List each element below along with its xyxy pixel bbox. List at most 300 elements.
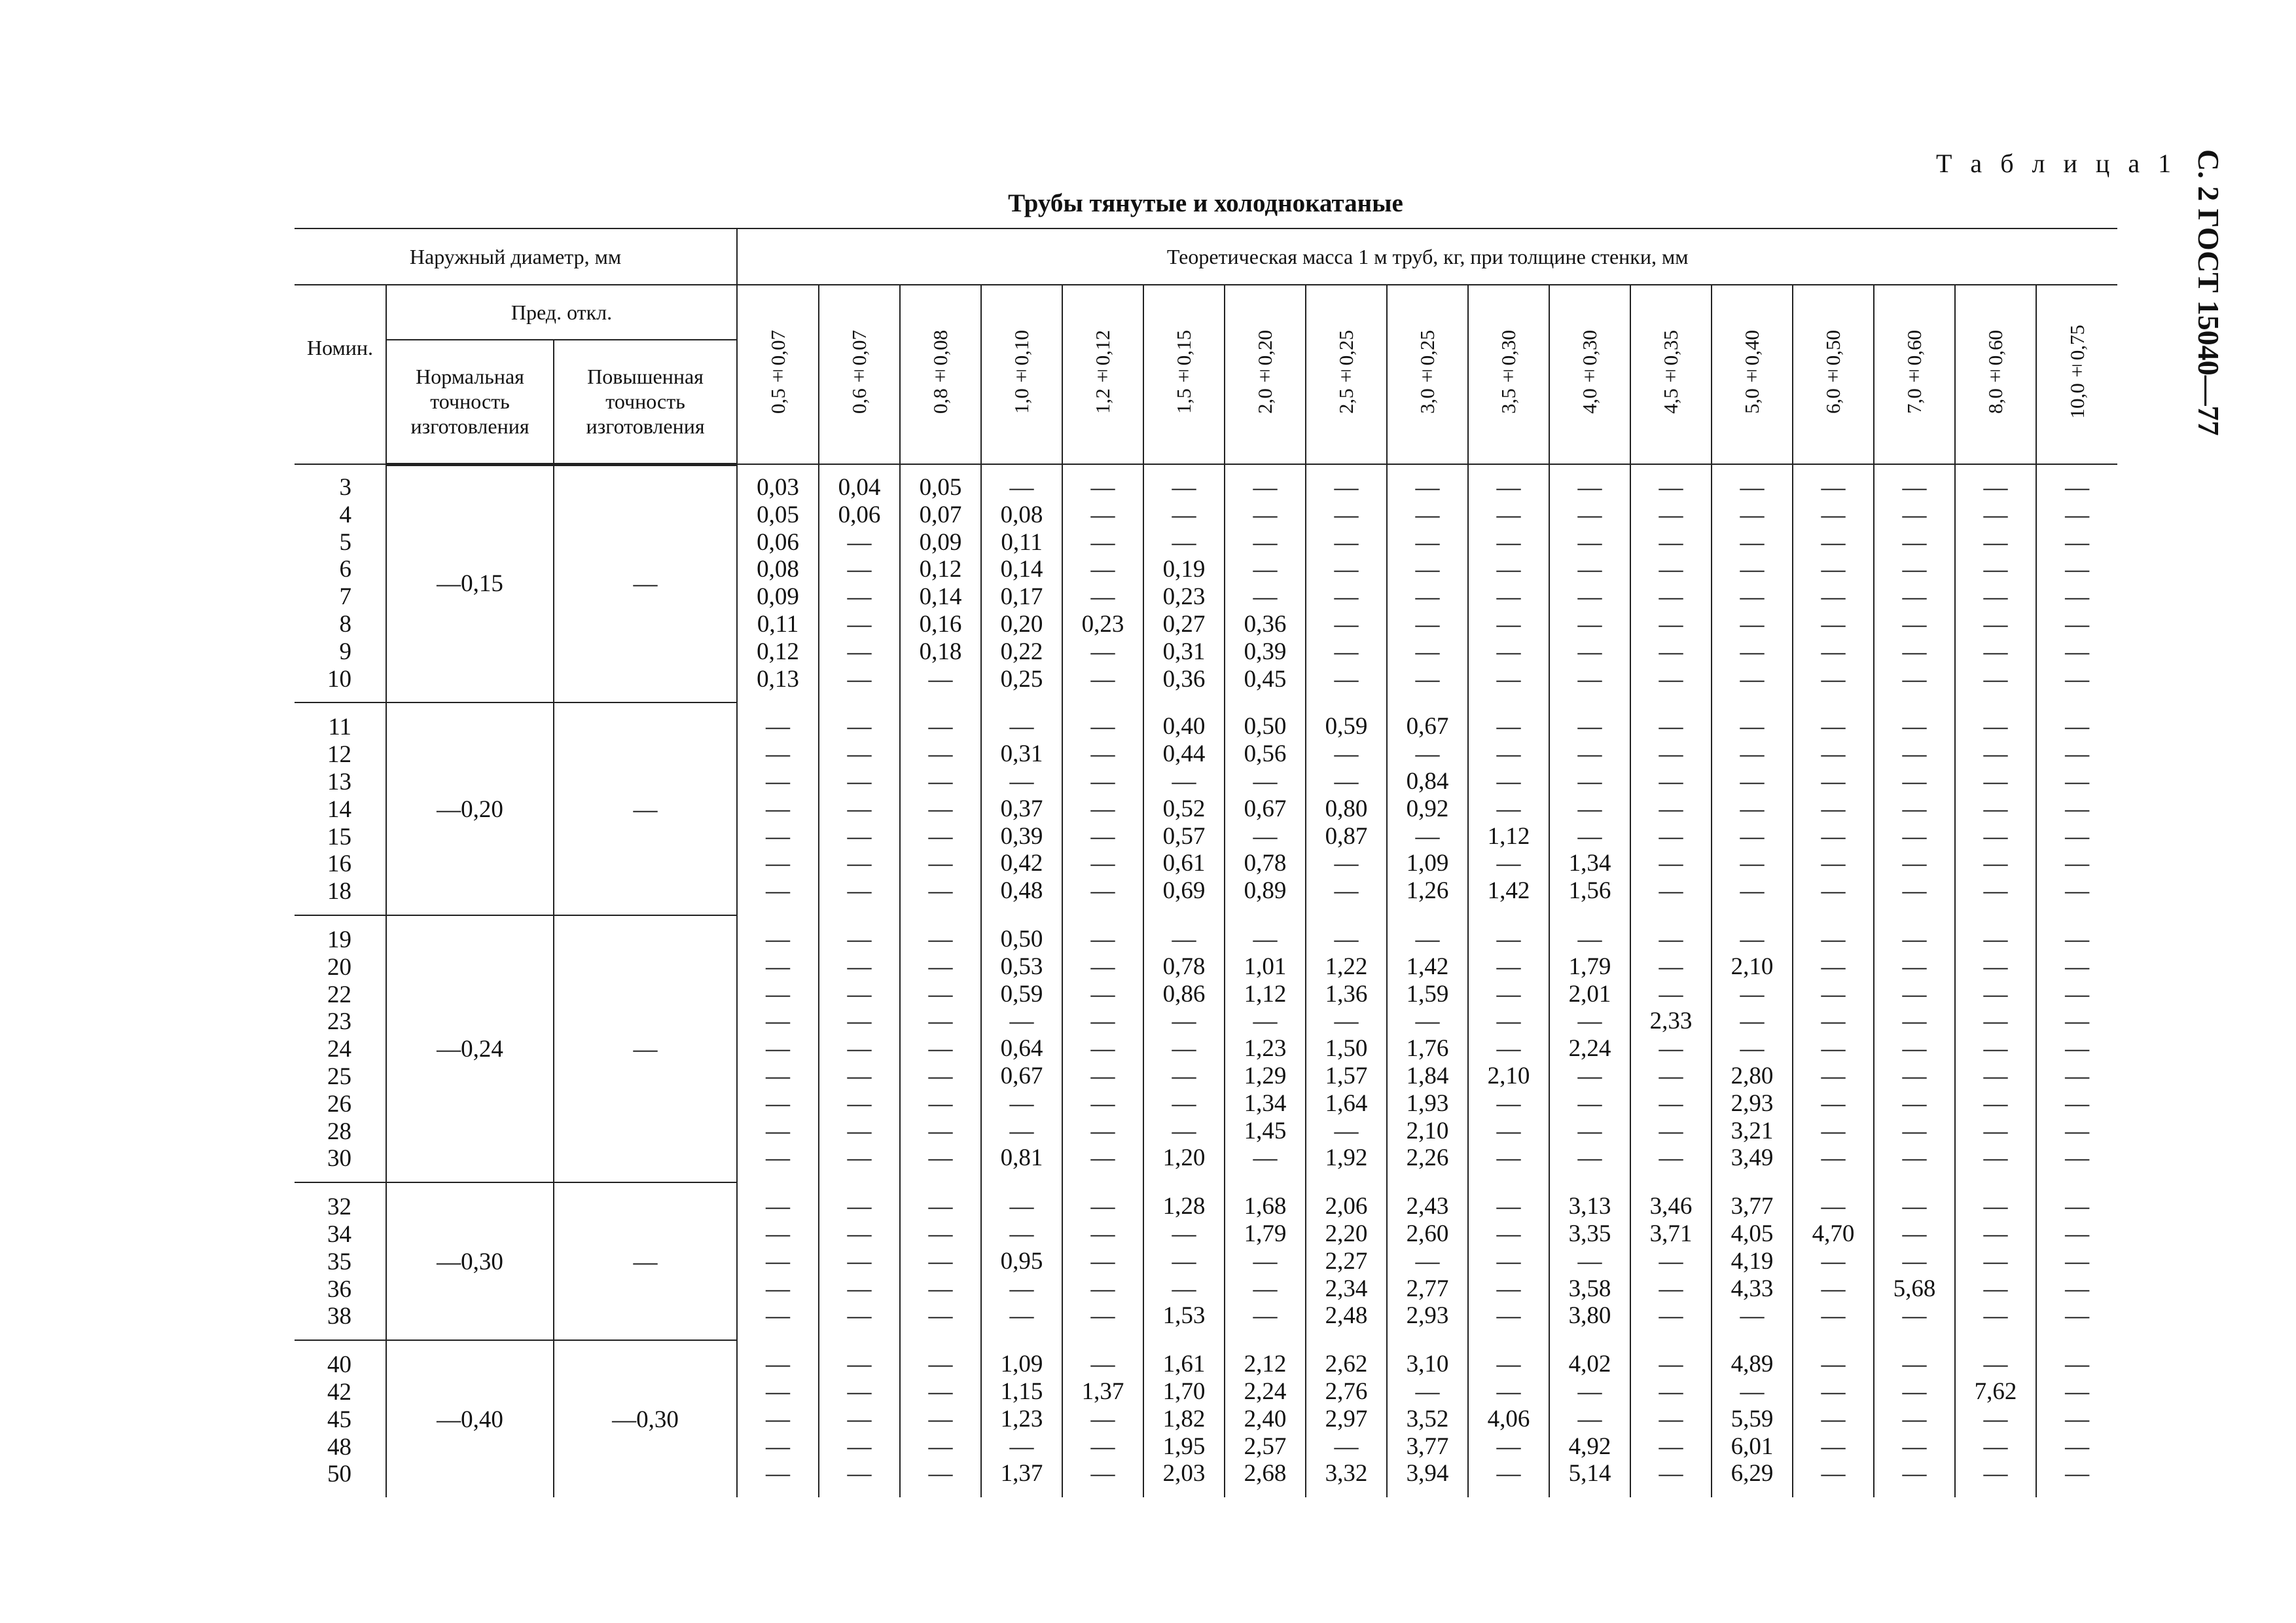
mass-value: — [928, 850, 953, 877]
mass-column-cell [819, 1182, 900, 1340]
mass-column-cell [1225, 1340, 1306, 1497]
mass-value: — [1090, 767, 1115, 795]
nominal-diameter: 9 [339, 638, 351, 665]
mass-value: — [766, 1432, 791, 1460]
mass-value: — [1821, 1432, 1846, 1460]
mass-value: — [766, 1220, 791, 1247]
mass-value: 1,53 [1162, 1302, 1206, 1330]
mass-value: — [1902, 501, 1927, 528]
pipe-mass-table [295, 228, 2117, 1497]
mass-value: — [1253, 767, 1278, 795]
mass-column-cell [1387, 915, 1468, 1182]
mass-value: 1,79 [1244, 1220, 1287, 1247]
mass-value: — [766, 1275, 791, 1302]
mass-column-cell [1225, 915, 1306, 1182]
mass-value: — [1902, 925, 1927, 953]
mass-value: 0,57 [1162, 822, 1206, 850]
mass-value: — [928, 925, 953, 953]
mass-value: — [847, 1035, 872, 1063]
nominal-diameter: 38 [327, 1303, 351, 1330]
mass-value: 0,44 [1162, 740, 1206, 768]
tolerance-normal: —0,40 [386, 1340, 554, 1497]
table-body [295, 464, 2117, 1497]
mass-value: 1,09 [1000, 1351, 1043, 1378]
mass-value: 3,94 [1406, 1460, 1449, 1487]
mass-column-cell [1387, 464, 1468, 702]
mass-value: — [1577, 1062, 1602, 1089]
mass-value: — [1902, 1144, 1927, 1172]
mass-value: 1,76 [1406, 1035, 1449, 1063]
mass-value: — [1740, 638, 1765, 665]
mass-value: — [847, 638, 872, 665]
mass-value: 0,37 [1000, 795, 1043, 822]
mass-value: — [928, 1351, 953, 1378]
tolerance-high: — [554, 1182, 737, 1340]
mass-value: 4,92 [1568, 1432, 1611, 1460]
mass-value: — [1334, 501, 1359, 528]
mass-column-cell [737, 915, 819, 1182]
mass-value: 0,78 [1244, 850, 1287, 877]
mass-value: — [1983, 1405, 2008, 1432]
mass-value: 0,67 [1406, 713, 1449, 740]
mass-value: — [766, 740, 791, 768]
mass-value: 0,67 [1244, 795, 1287, 822]
mass-value: 0,09 [757, 583, 799, 611]
mass-column-cell [1468, 1182, 1549, 1340]
mass-value: — [1983, 528, 2008, 556]
mass-value: — [1983, 665, 2008, 693]
mass-value: — [766, 980, 791, 1008]
mass-value: 3,77 [1406, 1432, 1449, 1460]
mass-column-cell [1712, 702, 1793, 915]
mass-value: 0,80 [1325, 795, 1368, 822]
mass-value: 1,42 [1406, 953, 1449, 980]
mass-value: — [1090, 1351, 1115, 1378]
thickness-label: 0,8±0,08 [929, 330, 952, 414]
mass-value: — [766, 1117, 791, 1144]
thickness-label: 1,2±0,12 [1091, 330, 1115, 414]
mass-value: — [1983, 1351, 2008, 1378]
mass-value: — [2065, 610, 2090, 638]
mass-value: — [1740, 850, 1765, 877]
header-high-precision: Повышенная точность изготовления [554, 340, 737, 464]
mass-value: — [928, 822, 953, 850]
mass-value: — [2065, 850, 2090, 877]
mass-value: — [1253, 1275, 1278, 1302]
mass-value: 0,18 [919, 638, 962, 665]
mass-value: — [1009, 1193, 1034, 1220]
mass-value: 6,01 [1731, 1432, 1774, 1460]
mass-value: — [1659, 1089, 1683, 1117]
mass-value: — [1172, 767, 1196, 795]
mass-column-cell [900, 1340, 981, 1497]
mass-value: — [1821, 638, 1846, 665]
mass-value: — [2065, 638, 2090, 665]
mass-value: — [847, 1405, 872, 1432]
mass-value: — [2065, 556, 2090, 583]
mass-value: — [1496, 474, 1521, 501]
mass-value: — [1740, 925, 1765, 953]
mass-column-cell [819, 702, 900, 915]
mass-value: — [1821, 1144, 1846, 1172]
mass-value: — [1577, 1405, 1602, 1432]
mass-value: — [1902, 1432, 1927, 1460]
header-thickness-16 [2036, 285, 2117, 464]
mass-value: — [1253, 925, 1278, 953]
mass-value: — [1740, 583, 1765, 611]
mass-value: 1,23 [1000, 1405, 1043, 1432]
mass-column-cell [1225, 464, 1306, 702]
mass-value: 0,50 [1000, 925, 1043, 953]
header-thickness-4 [1062, 285, 1143, 464]
mass-value: — [766, 822, 791, 850]
mass-value: — [1334, 767, 1359, 795]
mass-column-cell [1143, 464, 1225, 702]
mass-value: — [1496, 1117, 1521, 1144]
mass-value: 0,59 [1325, 713, 1368, 740]
mass-column-cell [1387, 1182, 1468, 1340]
mass-value: — [1172, 925, 1196, 953]
mass-value: 0,86 [1162, 980, 1206, 1008]
mass-value: 4,06 [1487, 1405, 1530, 1432]
mass-value: 3,58 [1568, 1275, 1611, 1302]
mass-value: 2,06 [1325, 1193, 1368, 1220]
mass-value: — [1740, 1302, 1765, 1330]
thickness-label: 6,0±0,50 [1821, 330, 1845, 414]
nominal-diameter: 19 [327, 926, 351, 953]
mass-value: — [847, 1351, 872, 1378]
mass-value: — [1821, 767, 1846, 795]
mass-column-cell [1306, 702, 1387, 915]
nominal-diameter: 23 [327, 1008, 351, 1036]
mass-value: — [1496, 1247, 1521, 1275]
mass-value: — [1090, 877, 1115, 905]
mass-value: — [1740, 713, 1765, 740]
mass-column-cell [737, 1182, 819, 1340]
mass-value: — [2065, 1275, 2090, 1302]
page-side-header: С. 2 ГОСТ 15040—77 [2192, 149, 2225, 436]
mass-value: 1,01 [1244, 953, 1287, 980]
mass-value: — [928, 1460, 953, 1487]
mass-value: — [1983, 925, 2008, 953]
mass-value: 3,71 [1649, 1220, 1693, 1247]
mass-value: — [1009, 1089, 1034, 1117]
mass-value: — [1659, 1035, 1683, 1063]
mass-value: 3,32 [1325, 1460, 1368, 1487]
mass-value: — [928, 1220, 953, 1247]
mass-value: — [1821, 1351, 1846, 1378]
nominal-diameter: 35 [327, 1248, 351, 1275]
mass-value: — [1821, 1377, 1846, 1405]
mass-value: 1,57 [1325, 1062, 1368, 1089]
thickness-label: 10,0±0,75 [2065, 325, 2089, 419]
mass-column-cell [737, 1340, 819, 1497]
mass-column-cell [1387, 702, 1468, 915]
mass-value: 0,12 [919, 556, 962, 583]
mass-value: — [847, 822, 872, 850]
nominal-diameter: 24 [327, 1036, 351, 1063]
mass-value: — [1090, 528, 1115, 556]
mass-value: — [1983, 610, 2008, 638]
thickness-label: 3,5±0,30 [1497, 330, 1520, 414]
mass-value: — [1009, 767, 1034, 795]
nominal-diameter: 14 [327, 795, 351, 823]
mass-value: — [1253, 1008, 1278, 1035]
mass-value: — [2065, 501, 2090, 528]
mass-value: — [1983, 795, 2008, 822]
nominal-diameter: 50 [327, 1461, 351, 1488]
mass-column-cell [1306, 915, 1387, 1182]
mass-value: — [2065, 795, 2090, 822]
mass-value: — [1659, 1062, 1683, 1089]
mass-value: 2,77 [1406, 1275, 1449, 1302]
mass-value: — [847, 1220, 872, 1247]
mass-value: — [847, 1432, 872, 1460]
mass-value: — [1415, 665, 1440, 693]
mass-value: — [847, 1377, 872, 1405]
header-thickness-1 [819, 285, 900, 464]
mass-value: — [847, 980, 872, 1008]
mass-value: — [1172, 1008, 1196, 1035]
mass-value: — [1172, 1089, 1196, 1117]
mass-value: — [1496, 1302, 1521, 1330]
mass-value: 1,28 [1162, 1193, 1206, 1220]
mass-value: — [1659, 713, 1683, 740]
mass-value: — [1577, 501, 1602, 528]
nominal-diameter: 16 [327, 850, 351, 878]
mass-value: 1,23 [1244, 1035, 1287, 1063]
mass-value: — [1740, 795, 1765, 822]
mass-value: — [1253, 583, 1278, 611]
mass-value: — [1415, 556, 1440, 583]
header-thickness-0 [737, 285, 819, 464]
mass-value: — [1577, 556, 1602, 583]
mass-value: 1,37 [1081, 1377, 1124, 1405]
thickness-label: 3,0±0,25 [1416, 330, 1439, 414]
mass-value: 3,21 [1731, 1117, 1774, 1144]
mass-column-cell [1955, 1182, 2036, 1340]
mass-column-cell [819, 915, 900, 1182]
mass-value: — [1009, 1008, 1034, 1035]
mass-value: — [1902, 953, 1927, 980]
mass-value: 3,13 [1568, 1193, 1611, 1220]
mass-value: 2,27 [1325, 1247, 1368, 1275]
mass-value: — [928, 953, 953, 980]
mass-value: 2,57 [1244, 1432, 1287, 1460]
mass-value: — [2065, 740, 2090, 768]
mass-value: — [2065, 1117, 2090, 1144]
mass-value: — [847, 665, 872, 693]
mass-column-cell [1143, 1182, 1225, 1340]
mass-value: — [766, 1302, 791, 1330]
mass-value: — [2065, 474, 2090, 501]
mass-column-cell [1143, 1340, 1225, 1497]
mass-value: — [1821, 980, 1846, 1008]
mass-value: — [1415, 925, 1440, 953]
mass-value: — [1821, 1035, 1846, 1063]
mass-value: 0,56 [1244, 740, 1287, 768]
mass-value: — [1821, 850, 1846, 877]
mass-value: 2,12 [1244, 1351, 1287, 1378]
mass-value: — [1496, 1351, 1521, 1378]
mass-value: — [1090, 1008, 1115, 1035]
mass-value: 6,29 [1731, 1460, 1774, 1487]
nominal-diameter: 40 [327, 1351, 351, 1379]
header-theoretical-mass: Теоретическая масса 1 м труб, кг, при толщине стенки, мм [737, 228, 2117, 285]
mass-value: — [928, 1144, 953, 1172]
mass-column-cell [2036, 1340, 2117, 1497]
mass-value: — [2065, 822, 2090, 850]
mass-value: — [1740, 474, 1765, 501]
nominal-diameter: 34 [327, 1220, 351, 1248]
mass-value: — [1983, 1247, 2008, 1275]
mass-value: — [1902, 1089, 1927, 1117]
mass-value: — [1415, 583, 1440, 611]
mass-value: — [1009, 1220, 1034, 1247]
mass-value: — [1090, 925, 1115, 953]
mass-value: — [1577, 822, 1602, 850]
mass-value: — [1172, 1117, 1196, 1144]
mass-value: — [2065, 1220, 2090, 1247]
mass-column-cell [2036, 464, 2117, 702]
mass-value: 3,77 [1731, 1193, 1774, 1220]
mass-value: — [1172, 1062, 1196, 1089]
row-group [295, 464, 2117, 702]
mass-column-cell [1793, 702, 1874, 915]
mass-value: 0,08 [1000, 501, 1043, 528]
mass-value: 0,67 [1000, 1062, 1043, 1089]
mass-column-cell [1306, 464, 1387, 702]
mass-value: — [1496, 850, 1521, 877]
mass-column-cell [1468, 915, 1549, 1182]
mass-value: — [1172, 1035, 1196, 1063]
mass-value: — [1090, 795, 1115, 822]
mass-value: 1,36 [1325, 980, 1368, 1008]
mass-value: — [928, 877, 953, 905]
row-group [295, 702, 2117, 915]
mass-column-cell [1143, 915, 1225, 1182]
mass-value: — [1172, 501, 1196, 528]
mass-column-cell [1712, 1340, 1793, 1497]
mass-value: — [1740, 501, 1765, 528]
thickness-label: 7,0±0,60 [1903, 330, 1926, 414]
mass-column-cell [1549, 1182, 1630, 1340]
header-thickness-7 [1306, 285, 1387, 464]
mass-value: — [766, 1193, 791, 1220]
mass-value: — [1577, 1089, 1602, 1117]
mass-value: — [1334, 1117, 1359, 1144]
mass-value: — [1740, 1008, 1765, 1035]
mass-value: — [1740, 740, 1765, 768]
mass-value: — [1740, 980, 1765, 1008]
mass-value: 1,82 [1162, 1405, 1206, 1432]
mass-value: — [1902, 713, 1927, 740]
mass-value: — [1902, 1405, 1927, 1432]
mass-value: 0,78 [1162, 953, 1206, 980]
mass-value: 1,29 [1244, 1062, 1287, 1089]
mass-value: 1,61 [1162, 1351, 1206, 1378]
mass-column-cell [1306, 1340, 1387, 1497]
mass-value: — [1659, 1275, 1683, 1302]
mass-value: — [1659, 1144, 1683, 1172]
mass-value: 1,22 [1325, 953, 1368, 980]
mass-value: — [1821, 501, 1846, 528]
mass-value: — [766, 1247, 791, 1275]
mass-value: — [1415, 638, 1440, 665]
mass-value: — [1902, 665, 1927, 693]
mass-value: — [1659, 877, 1683, 905]
mass-column-cell [1874, 702, 1955, 915]
mass-value: 0,03 [757, 474, 799, 501]
thickness-label: 0,5±0,07 [766, 330, 789, 414]
mass-column-cell [1062, 702, 1143, 915]
mass-value: 5,59 [1731, 1405, 1774, 1432]
mass-value: — [1415, 822, 1440, 850]
mass-value: — [1090, 1302, 1115, 1330]
mass-value: — [1253, 1302, 1278, 1330]
mass-value: — [1009, 1432, 1034, 1460]
mass-value: — [1334, 610, 1359, 638]
mass-value: — [928, 1193, 953, 1220]
mass-value: 0,25 [1000, 665, 1043, 693]
mass-value: — [928, 767, 953, 795]
header-thickness-9 [1468, 285, 1549, 464]
mass-value: 0,31 [1162, 638, 1206, 665]
mass-value: — [1090, 1460, 1115, 1487]
mass-column-cell [1549, 464, 1630, 702]
mass-value: 3,52 [1406, 1405, 1449, 1432]
mass-value: — [1090, 1275, 1115, 1302]
mass-column-cell [1062, 915, 1143, 1182]
mass-column-cell [1630, 464, 1712, 702]
mass-value: — [1172, 528, 1196, 556]
mass-value: 0,19 [1162, 556, 1206, 583]
nominal-diameter: 7 [339, 583, 351, 611]
mass-value: — [1577, 767, 1602, 795]
thickness-label: 0,6±0,07 [848, 330, 871, 414]
mass-value: — [928, 1089, 953, 1117]
mass-value: 4,70 [1812, 1220, 1855, 1247]
mass-value: — [1740, 665, 1765, 693]
mass-value: 2,93 [1731, 1089, 1774, 1117]
mass-value: 3,46 [1649, 1193, 1693, 1220]
mass-column-cell [1387, 1340, 1468, 1497]
nominal-diameter-cell [295, 915, 386, 1182]
mass-value: 0,87 [1325, 822, 1368, 850]
mass-value: — [2065, 1460, 2090, 1487]
mass-value: — [2065, 877, 2090, 905]
mass-column-cell [1549, 702, 1630, 915]
mass-value: 1,15 [1000, 1377, 1043, 1405]
mass-value: 0,95 [1000, 1247, 1043, 1275]
header-thickness-2 [900, 285, 981, 464]
mass-value: 0,39 [1244, 638, 1287, 665]
mass-value: — [1659, 980, 1683, 1008]
mass-value: — [1659, 822, 1683, 850]
mass-value: — [847, 1008, 872, 1035]
nominal-diameter-cell [295, 1340, 386, 1497]
mass-value: 0,08 [757, 556, 799, 583]
mass-value: — [2065, 665, 2090, 693]
mass-value: — [1821, 795, 1846, 822]
mass-value: 0,20 [1000, 610, 1043, 638]
mass-value: — [1983, 638, 2008, 665]
mass-value: — [1983, 1460, 2008, 1487]
mass-value: 1,34 [1244, 1089, 1287, 1117]
mass-column-cell [1712, 464, 1793, 702]
mass-value: — [1983, 1432, 2008, 1460]
mass-value: — [2065, 713, 2090, 740]
